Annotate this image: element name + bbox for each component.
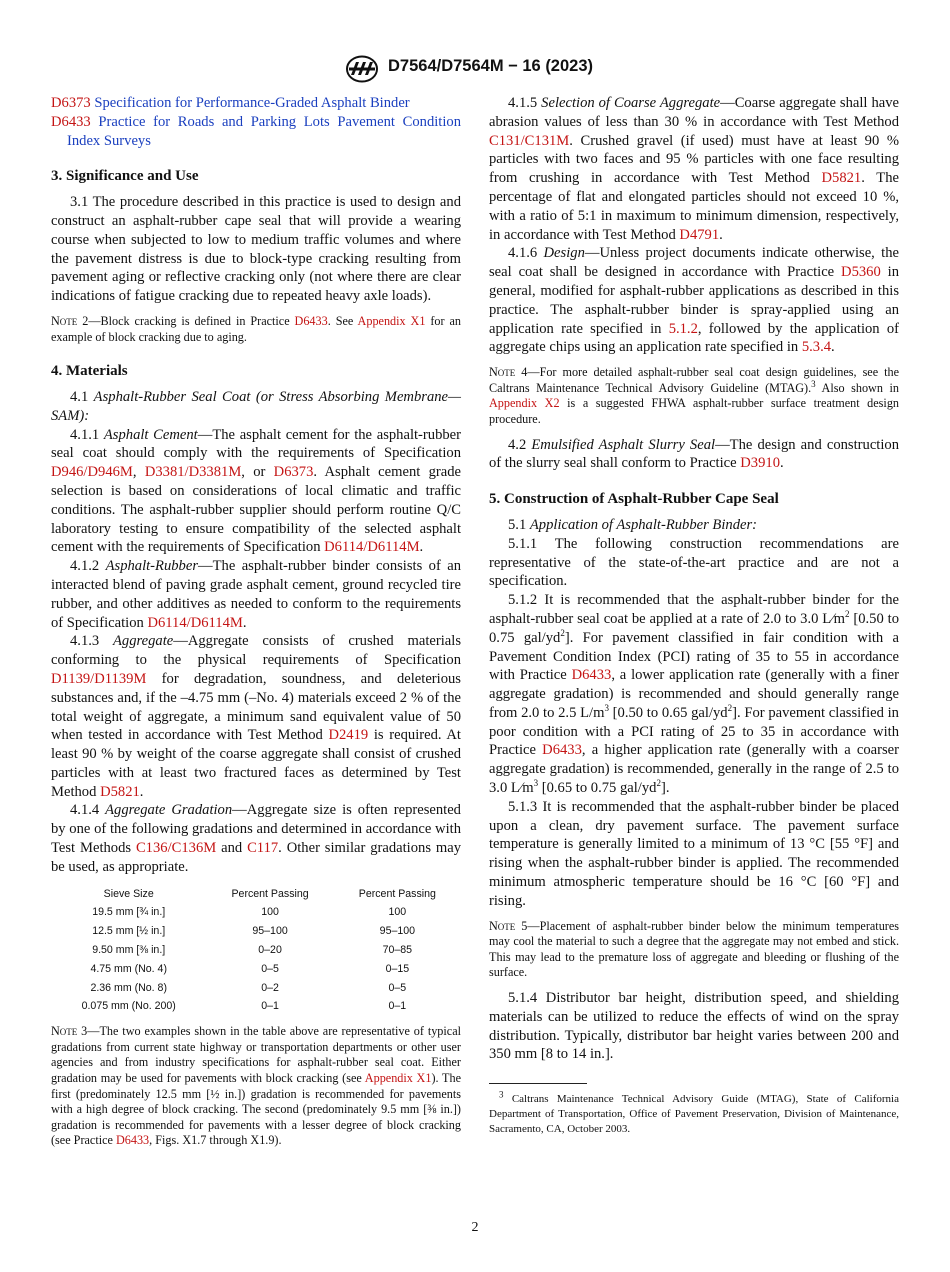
table-row: 4.75 mm (No. 4) 0–5 0–15 [90,962,410,975]
paragraph-4-2: 4.2 Emulsified Asphalt Slurry Seal—The design and construction of the slurry seal shall conform to Practice D3910. [489,436,899,472]
link-5-1-2[interactable]: 5.1.2 [668,320,698,337]
link-c117[interactable]: C117 [247,840,279,857]
link-d6114[interactable]: D6114/D6114M [147,614,243,631]
right-column [489,94,899,1145]
reference-title-link[interactable]: Specification for Performance-Graded Asphalt Binder [94,95,410,111]
gradation-table [51,885,461,1017]
page-number: 2 [471,1220,479,1235]
link-c136[interactable]: C136/C136M [135,840,217,857]
paragraph-4-1-5: 4.1.5 Selection of Coarse Aggregate—Coarse aggregate shall have abrasion values of less than 30 % in accordance with Test Method C131/C131M. Crushed gravel (if used) must have at least 90 % particles with two faces and 95 % particles with one face resulting from crushing in accordance with Test Method D5821. The percentage of flat and elongated particles should not exceed 10 %, with a ratio of 5:1 in maximum to minimum dimension, respectively, in accordance with Test Method D4791. [489,95,899,243]
reference-code-link[interactable]: D6433 [51,113,91,130]
link-d3381[interactable]: D3381/D3381M [144,464,242,481]
paragraph-4-1: 4.1 Asphalt-Rubber Seal Coat (or Stress Absorbing Membrane—SAM): [51,388,461,424]
note-4: Note 4—For more detailed asphalt-rubber seal coat design guidelines, see the Caltrans Maintenance Technical Advisory Guideline (MTAG).$^3$ Also shown in Appendix X2 is a suggested FHWA asphalt-rubber surface treatment design procedure. [489,365,900,426]
paragraph-4-1-1: 4.1.1 Asphalt Cement—The asphalt cement for the asphalt-rubber seal coat should comply with the requirements of Specification D946/D946M, D3381/D3381M, or D6373. Asphalt cement grade selection is based on considerations of local climatic and traffic conditions. The asphalt-rubber supplier should perform routine Q/C laboratory testing to ensure compatibility of the selected asphalt cement with the requirements of Specification D6114/D6114M. [51,426,461,556]
footnote-divider [489,1083,587,1084]
page-header [0,55,950,85]
table-row: 9.50 mm [⅜ in.] 0–20 70–85 [92,944,413,957]
table-row: 12.5 mm [½ in.] 95–100 95–100 [92,925,416,938]
link-d6433[interactable]: D6433 [542,742,582,759]
table-row: 19.5 mm [¾ in.] 100 100 [92,906,407,919]
link-appendix-x1[interactable]: Appendix X1 [357,313,426,328]
footnote: $^3$ Caltrans Maintenance Technical Advisory Guide (MTAG), State of California Department of Transportation, Office of Pavement Preservation, Division of Maintenance, Sacramento, CA, October 2003. [489,1089,899,1136]
link-d6433[interactable]: D6433 [294,313,328,328]
paragraph-4-1-2: 4.1.2 Asphalt-Rubber—The asphalt-rubber binder consists of an interacted blend of paving grade asphalt cement, ground recycled tire rubber, and other additives as needed to conform to the requirements of Specification D6114/D6114M. [51,558,461,631]
paragraph-5-1-2: 5.1.2 It is recommended that the asphalt-rubber binder for the asphalt-rubber seal coat be applied at a rate of 2.0 to 3.0 $L⁄m^2$ [0.50 to 0.75 gal/$yd^2$]. For pavement classified in fair condition with a Pavement Condition Index (PCI) rating of 35 to 55 in accordance with Practice D6433, a lower application rate (generally with a finer aggregate gradation) is recommended and should generally range from 2.0 to 2.5 $L/m^3$ [0.50 to 0.65 gal/$yd^2$]. For pavement classified in poor condition with a PCI rating of 25 to 35 in accordance with Practice D6433, a higher application rate (generally with a coarser aggregate gradation) is recommended, generally in the range of 2.5 to 3.0 $L⁄m^3$ [0.65 to 0.75 gal/$yd^2$]. [489,592,899,797]
document-id: D7564/D7564M − 16 (2023) [388,57,594,75]
reference-item [51,113,461,151]
link-d6433[interactable]: D6433 [115,1133,150,1148]
table-row: 0.075 mm (No. 200) 0–1 0–1 [81,1000,407,1013]
reference-code-link[interactable]: D6373 [51,95,91,111]
paragraph-4-1-4: 4.1.4 Aggregate Gradation—Aggregate size is often represented by one of the following gradations and determined in accordance with Test Methods C136/C136M and C117. Other similar gradations may be used, as appropriate. [51,802,462,875]
link-d5821[interactable]: D5821 [821,170,862,187]
left-column [51,94,461,1157]
link-appendix-x1[interactable]: Appendix X1 [364,1071,432,1086]
link-5-3-4[interactable]: 5.3.4 [801,339,832,356]
astm-logo-icon [345,55,379,83]
link-d3910[interactable]: D3910 [740,455,780,472]
column-header: Percent Passing [358,887,436,900]
note-3: Note 3—The two examples shown in the table above are representative of typical gradations from current state highway or transportation departments or other user agencies and from industry specifications for asphalt-rubber seal coat. Either gradation may be used for pavements with block cracking (see Appendix X1). The first (predominately 12.5 mm [½ in.]) gradation is recommended for pavements with a high degree of block cracking. The second (predominately 9.5 mm [⅜ in.]) gradation is recommended for pavements with a lesser degree of block cracking (see Practice D6433, Figs. X1.7 through X1.9). [51,1024,461,1148]
table-row: 2.36 mm (No. 8) 0–2 0–5 [90,981,407,994]
paragraph-5-1: 5.1 Application of Asphalt-Rubber Binder: [508,516,758,533]
link-d946[interactable]: D946/D946M [51,464,133,481]
paragraph-4-1-3: 4.1.3 Aggregate—Aggregate consists of crushed materials conforming to the physical requirements of Specification D1139/D1139M for degradation, soundness, and deleterious substances and, if the –4.75 mm (–No. 4) materials exceed 2 % of the total weight of aggregate, a minimum sand equivalent value of 50 when tested in accordance with Test Method D2419 is required. At least 90 % by weight of the coarse aggregate shall consist of crushed particles with at least two fractured faces as determined by Test Method D5821. [51,633,461,800]
link-c131[interactable]: C131/C131M [489,132,570,149]
link-d2419[interactable]: D2419 [328,727,369,744]
paragraph-5-1-1: 5.1.1 The following construction recommendations are representative of the state-of-the-art practice and are not a specification. [489,535,899,590]
note-5: Note 5—Placement of asphalt-rubber binder below the minimum temperatures may cool the material to such a degree that the aggregate may not embed and stick. This may lead to the premature loss of aggregate and bleeding or flushing of the surface. [489,918,899,980]
link-d6433[interactable]: D6433 [571,667,612,684]
section-heading: 4. Materials [51,363,128,380]
section-heading: 3. Significance and Use [51,168,199,185]
link-d6373[interactable]: D6373 [273,464,314,481]
link-d6114[interactable]: D6114/D6114M [324,539,420,556]
reference-item [51,94,461,113]
paragraph-5-1-3: 5.1.3 It is recommended that the asphalt-rubber binder be placed upon a clean, dry pavement surface. The pavement surface temperature is generally limited to a minimum of 13 °C [55 °F] and rising when the asphalt-rubber binder is applied. The recommended minimum atmospheric temperature should be 16 °C [60 °F] and rising. [489,798,899,909]
paragraph-5-1-4: 5.1.4 Distributor bar height, distribution speed, and shielding materials can be utilized to reduce the effects of wind on the spray distribution. Typically, distributor bar height varies between 200 and 350 mm [8 to 14 in.]. [489,990,899,1063]
paragraph-4-1-6: 4.1.6 Design—Unless project documents indicate otherwise, the seal coat shall be designed in accordance with Practice D5360 in general, modified for asphalt-rubber applications as described in this practice. The asphalt-rubber binder is spray-applied using an application rate specified in 5.1.2, followed by the application of aggregate chips using an application rate specified in 5.3.4. [489,245,900,356]
link-d4791[interactable]: D4791 [679,226,720,243]
link-d5821[interactable]: D5821 [100,783,140,800]
table-header-row [51,885,461,904]
column-header: Percent Passing [231,887,309,900]
note-2: Note 2—Block cracking is defined in Practice D6433. See Appendix X1 for an example of block cracking due to aging. [51,313,462,344]
link-d1139[interactable]: D1139/D1139M [51,670,147,687]
reference-title-link[interactable]: Practice for Roads and Parking Lots Pavement Condition Index Surveys [67,113,461,149]
link-appendix-x2[interactable]: Appendix X2 [489,396,560,411]
paragraph-3-1: 3.1 The procedure described in this practice is used to design and construct an asphalt-rubber cape seal that will provide a wearing course when subjected to low to medium traffic volumes and where the pavement distress is due to block-type cracking resulting from pavement aging or reflective cracking only (not where there are clear indications of fatigue cracking due to repeated heavy axle loads). [51,194,461,305]
link-d5360[interactable]: D5360 [841,264,881,281]
column-header: Sieve Size [103,887,154,900]
section-heading: 5. Construction of Asphalt-Rubber Cape Seal [489,491,779,508]
